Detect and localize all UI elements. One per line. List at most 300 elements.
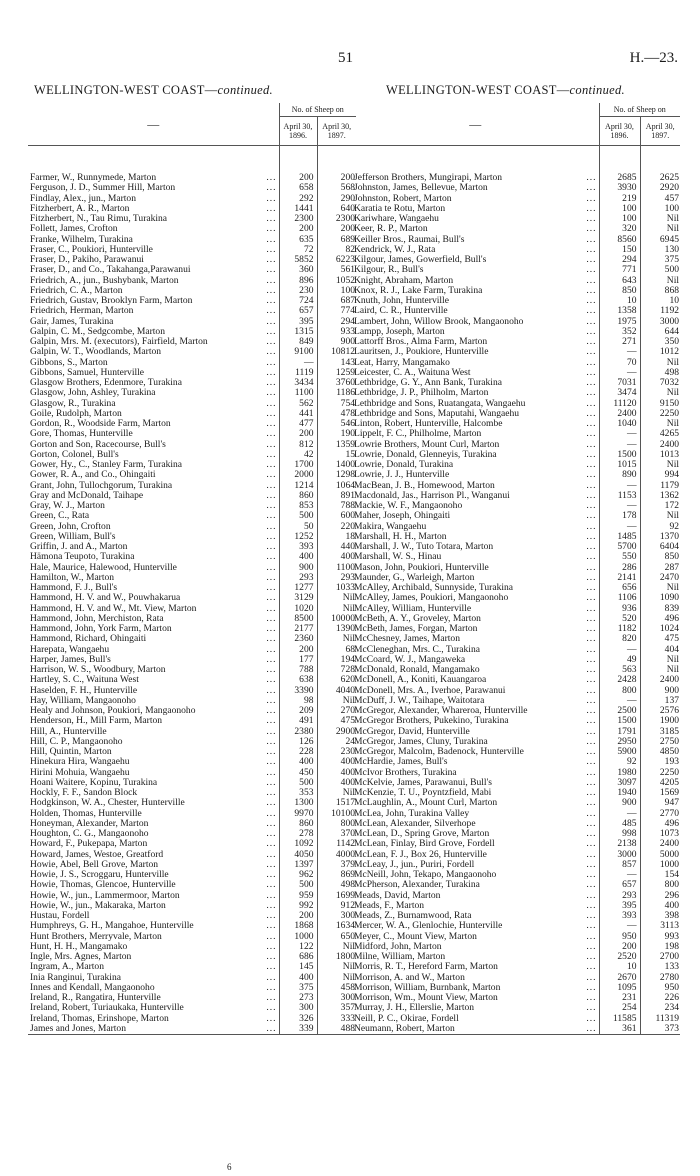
table-row — [28, 655, 356, 665]
owner-cell — [28, 819, 279, 829]
sheep-1897-cell: Nil — [666, 357, 679, 368]
leader-dots: ... — [266, 449, 277, 460]
owner-name: Karatia te Rotu, Marton — [354, 203, 446, 214]
owner-name: Mason, John, Poukiori, Hunterville — [354, 562, 489, 573]
owner-name: Maher, Joseph, Ohingaiti — [354, 511, 451, 522]
sheep-1896-cell: 3129 — [279, 593, 317, 603]
sheep-1897-cell: 1370 — [659, 531, 679, 542]
sheep-1896-cell: — — [599, 440, 640, 450]
leader-dots: ... — [586, 931, 597, 942]
sheep-1897-cell: 24 — [345, 736, 355, 747]
sheep-1896-cell: 485 — [599, 819, 640, 829]
owner-name: Hämona Teupoto, Turakina — [30, 552, 135, 563]
sheep-1897-cell: 193 — [664, 757, 679, 768]
table-row — [28, 809, 356, 819]
owner-name: Milne, William, Marton — [354, 952, 446, 962]
leader-dots: ... — [266, 542, 277, 552]
owner-name: Marshall, H. H., Marton — [354, 531, 447, 542]
table-row — [352, 204, 680, 214]
sheep-1897-cell: 300 — [340, 911, 355, 921]
sheep-1896-cell: 520 — [599, 614, 640, 624]
leader-dots: ... — [266, 572, 277, 583]
sheep-1896-cell: 771 — [599, 265, 640, 275]
owner-cell — [28, 952, 279, 962]
owner-name: Grant, John, Tullochgorum, Turakina — [30, 480, 173, 491]
sheep-1896-cell: 724 — [279, 296, 317, 306]
spacer-cell — [28, 146, 279, 174]
sheep-1897-cell: 7032 — [659, 378, 679, 388]
owner-cell — [28, 716, 279, 726]
sheep-1896-cell: 10 — [599, 962, 640, 972]
owner-cell — [352, 614, 599, 624]
owner-cell — [28, 429, 279, 439]
table-row — [28, 942, 356, 952]
owner-cell — [352, 675, 599, 685]
left-date-header-1896: April 30, 1896. — [279, 117, 317, 146]
owner-cell — [352, 880, 599, 890]
sheep-1897-cell: 1024 — [659, 624, 679, 634]
leader-dots: ... — [586, 275, 597, 286]
owner-name: Hinekura Hira, Wangaehu — [30, 757, 130, 768]
sheep-1896-cell: 72 — [279, 245, 317, 255]
sheep-1897-cell: 220 — [340, 521, 355, 532]
owner-name: McCleneghan, Mrs. C., Turakina — [354, 644, 480, 655]
sheep-1897-cell: Nil — [666, 214, 679, 224]
sheep-1896-cell: 1095 — [599, 983, 640, 993]
sheep-1896-cell: 2500 — [599, 706, 640, 716]
table-row — [352, 839, 680, 849]
sheep-1897-cell: 350 — [664, 337, 679, 347]
table-row — [352, 245, 680, 255]
sheep-1897-cell: 400 — [340, 777, 355, 788]
leader-dots: ... — [586, 316, 597, 327]
sheep-1897-cell: 1699 — [335, 890, 355, 901]
owner-name: McDonell, Mrs. A., Iverhoe, Parawanui — [354, 685, 506, 696]
sheep-1896-cell: 10 — [599, 296, 640, 306]
sheep-1897-cell: Nil — [666, 583, 679, 593]
table-row — [352, 388, 680, 398]
table-row — [28, 194, 356, 204]
owner-cell — [352, 409, 599, 419]
owner-cell — [352, 706, 599, 716]
owner-name: Ireland, R., Rangatira, Hunterville — [30, 993, 161, 1003]
sheep-1897-cell: 2400 — [659, 839, 679, 850]
owner-name: Follett, James, Crofton — [30, 224, 118, 235]
sheep-1896-cell: — — [279, 358, 317, 368]
leader-dots: ... — [586, 890, 597, 901]
sheep-1897-cell: 375 — [664, 255, 679, 265]
owner-cell — [352, 757, 599, 767]
sheep-1897-cell: 488 — [317, 1024, 356, 1035]
left-table-body — [28, 146, 356, 1035]
sheep-1896-cell: 900 — [279, 563, 317, 573]
sheep-1897-cell: 2470 — [659, 572, 679, 583]
owner-name: Morrison, William, Burnbank, Marton — [354, 982, 501, 993]
owner-cell — [352, 962, 599, 972]
owner-cell — [352, 870, 599, 880]
table-row — [352, 542, 680, 552]
sheep-1897-cell: 1142 — [336, 839, 355, 850]
leader-dots: ... — [266, 203, 277, 214]
owner-name: Howard, F., Pukepapa, Marton — [30, 839, 148, 850]
leader-dots: ... — [586, 460, 597, 470]
table-row — [28, 501, 356, 511]
owner-cell — [28, 522, 279, 532]
owner-name: Leat, Harry, Mangamako — [354, 357, 450, 368]
right-section-title — [386, 83, 625, 98]
sheep-1897-cell: 5000 — [659, 849, 679, 860]
sheep-1896-cell: 950 — [599, 932, 640, 942]
owner-name: Ireland, Thomas, Erinshope, Marton — [30, 1013, 169, 1024]
table-row — [28, 891, 356, 901]
sheep-1897-cell: 900 — [340, 337, 355, 347]
sheep-1897-cell: 498 — [664, 367, 679, 378]
sheep-1897-cell: 10812 — [331, 347, 355, 358]
sheep-1897-cell: 357 — [340, 1003, 355, 1014]
table-row — [352, 306, 680, 316]
owner-name: Gorton and Son, Racecourse, Bull's — [30, 439, 166, 450]
owner-name: McAlley, Archibald, Sunnyside, Turakina — [354, 583, 514, 593]
leader-dots: ... — [586, 326, 597, 337]
leader-dots: ... — [266, 624, 277, 634]
leader-dots: ... — [586, 173, 597, 183]
sheep-1896-cell: 638 — [279, 675, 317, 685]
owner-name: Maunder, G., Warleigh, Marton — [354, 572, 475, 583]
leader-dots: ... — [586, 1023, 597, 1034]
owner-name: Lippelt, F. C., Philholme, Marton — [354, 429, 482, 440]
owner-cell — [352, 440, 599, 450]
owner-cell — [352, 173, 599, 183]
table-row — [28, 337, 356, 347]
leader-dots: ... — [586, 900, 597, 911]
table-row — [28, 429, 356, 439]
leader-dots: ... — [266, 480, 277, 491]
owner-cell — [28, 450, 279, 460]
leader-dots: ... — [266, 552, 277, 563]
sheep-1897-cell: 3760 — [335, 378, 355, 388]
owner-cell — [28, 1014, 279, 1024]
sheep-1897-cell: 398 — [664, 911, 679, 921]
owner-cell — [28, 358, 279, 368]
leader-dots: ... — [586, 552, 597, 563]
owner-name: Morris, R. T., Hereford Farm, Marton — [354, 962, 498, 973]
sheep-1897-cell: 226 — [664, 993, 679, 1003]
owner-name: Linton, Robert, Hunterville, Halcombe — [354, 419, 503, 429]
sheep-1897-cell: 230 — [340, 747, 355, 757]
sheep-1897-cell: 496 — [664, 818, 679, 829]
sheep-1897-cell: Nil — [666, 511, 679, 522]
table-row — [352, 214, 680, 224]
owner-cell — [352, 358, 599, 368]
table-row — [28, 860, 356, 870]
leader-dots: ... — [266, 214, 277, 224]
leader-dots: ... — [266, 593, 277, 604]
sheep-1896-cell: 500 — [279, 778, 317, 788]
owner-name: Laird, C. R., Hunterville — [354, 306, 448, 317]
sheep-1896-cell: 1980 — [599, 768, 640, 778]
leader-dots: ... — [586, 583, 597, 593]
owner-name: Neill, P. C., Okirae, Fordell — [354, 1013, 459, 1024]
sheep-1896-cell: 200 — [279, 224, 317, 234]
table-row — [352, 1003, 680, 1013]
owner-cell — [352, 768, 599, 778]
owner-name: McGregor, Malcolm, Badenock, Hunterville — [354, 747, 524, 757]
owner-cell — [352, 983, 599, 993]
table-row — [28, 573, 356, 583]
sheep-1896-cell: 992 — [279, 901, 317, 911]
table-row — [352, 368, 680, 378]
table-row — [352, 952, 680, 962]
leader-dots: ... — [586, 357, 597, 368]
owner-cell — [28, 655, 279, 665]
table-row — [28, 286, 356, 296]
owner-name: Meads, F., Marton — [354, 900, 425, 911]
owner-cell — [28, 235, 279, 245]
table-row — [28, 778, 356, 788]
owner-name: Gray and McDonald, Taihape — [30, 490, 144, 501]
owner-cell — [352, 399, 599, 409]
table-row — [352, 798, 680, 808]
table-row — [352, 460, 680, 470]
table-row — [352, 583, 680, 593]
sheep-1897-cell: 6945 — [659, 234, 679, 245]
sheep-1896-cell: 1106 — [599, 593, 640, 603]
table-row — [28, 829, 356, 839]
leader-dots: ... — [266, 880, 277, 891]
sheep-1896-cell: 353 — [279, 788, 317, 798]
owner-name: Harepata, Wangaehu — [30, 644, 110, 655]
sheep-1897-cell: 1090 — [659, 593, 679, 604]
table-row — [28, 235, 356, 245]
sheep-1897-cell: 994 — [664, 470, 679, 481]
owner-name: Leicester, C. A., Waituna West — [354, 367, 471, 378]
table-row — [352, 696, 680, 706]
leader-dots: ... — [266, 654, 277, 665]
leader-dots: ... — [586, 798, 597, 809]
right-group-header: No. of Sheep on — [599, 103, 680, 117]
leader-dots: ... — [586, 695, 597, 706]
table-row — [28, 306, 356, 316]
sheep-1897-cell: 333 — [340, 1013, 355, 1024]
table-row — [352, 358, 680, 368]
page-number: 51 — [338, 50, 353, 66]
sheep-1896-cell: 1153 — [599, 491, 640, 501]
owner-name: Gower, Hy., C., Stanley Farm, Turakina — [30, 460, 183, 470]
sheep-1896-cell: 2141 — [599, 573, 640, 583]
owner-cell — [28, 183, 279, 193]
leader-dots: ... — [586, 398, 597, 409]
owner-cell — [352, 429, 599, 439]
owner-name: Galpin, W. T., Woodlands, Marton — [30, 347, 162, 358]
sheep-1897-cell: 370 — [340, 829, 355, 839]
table-row — [352, 614, 680, 624]
sheep-1897-cell: 687 — [340, 296, 355, 306]
owner-name: Lambert, John, Willow Brook, Mangaonoho — [354, 316, 524, 327]
leader-dots: ... — [586, 593, 597, 604]
owner-name: Morrison, Wm., Mount View, Marton — [354, 993, 498, 1003]
leader-dots: ... — [266, 962, 277, 973]
owner-name: McDonald, Ronald, Mangamako — [354, 665, 480, 675]
owner-cell — [28, 460, 279, 470]
owner-cell — [28, 604, 279, 614]
leader-dots: ... — [266, 337, 277, 347]
owner-name: Hirini Mohuia, Wangaehu — [30, 767, 130, 778]
sheep-1897-cell: 728 — [340, 665, 355, 675]
owner-name: Hay, William, Mangaonoho — [30, 695, 136, 706]
sheep-1896-cell: — — [599, 481, 640, 491]
owner-cell — [352, 317, 599, 327]
leader-dots: ... — [266, 644, 277, 655]
owner-name: Henderson, H., Mill Farm, Marton — [30, 716, 163, 727]
sheep-1896-cell: 9970 — [279, 809, 317, 819]
owner-name: Griffin, J. and A., Marton — [30, 542, 128, 552]
leader-dots: ... — [586, 829, 597, 839]
owner-cell — [352, 593, 599, 603]
leader-dots: ... — [266, 583, 277, 593]
sheep-1896-cell: 273 — [279, 993, 317, 1003]
sheep-1896-cell: 292 — [279, 194, 317, 204]
owner-name: Ireland, Robert, Turiaukaka, Hunterville — [30, 1003, 184, 1014]
leader-dots: ... — [266, 193, 277, 204]
leader-dots: ... — [586, 439, 597, 450]
footer-mark: 6 — [227, 1162, 232, 1172]
sheep-1897-cell: 891 — [340, 490, 355, 501]
owner-name: McLaughlin, A., Mount Curl, Marton — [354, 798, 498, 809]
owner-cell — [28, 860, 279, 870]
leader-dots: ... — [266, 398, 277, 409]
owner-cell — [28, 993, 279, 1003]
sheep-1896-cell: — — [599, 921, 640, 931]
owner-name: Mercer, W. A., Glenlochie, Hunterville — [354, 921, 503, 932]
table-row — [352, 327, 680, 337]
sheep-1897-cell: 287 — [664, 562, 679, 573]
owner-name: Hammond, John, Merchiston, Rata — [30, 613, 164, 624]
table-row — [352, 501, 680, 511]
sheep-1896-cell: 1000 — [279, 932, 317, 942]
leader-dots: ... — [586, 736, 597, 747]
table-row — [28, 347, 356, 357]
sheep-1896-cell: 294 — [599, 255, 640, 265]
right-name-header: — — [352, 103, 599, 146]
sheep-1896-cell: 635 — [279, 235, 317, 245]
owner-cell — [28, 368, 279, 378]
owner-name: Glasgow, R., Turakina — [30, 398, 116, 409]
sheep-1896-cell: 254 — [599, 1003, 640, 1013]
sheep-1897-cell: 6223 — [335, 255, 355, 265]
sheep-1897-cell: Nil — [666, 224, 679, 235]
leader-dots: ... — [586, 982, 597, 993]
owner-name: Gibbons, S., Marton — [30, 357, 108, 368]
sheep-1896-cell: 100 — [599, 214, 640, 224]
owner-cell — [28, 870, 279, 880]
sheep-1897-cell: 133 — [664, 962, 679, 973]
owner-name: McGregor Brothers, Pukekino, Turakina — [354, 716, 509, 727]
leader-dots: ... — [586, 665, 597, 675]
leader-dots: ... — [586, 613, 597, 624]
table-row — [28, 716, 356, 726]
owner-cell — [352, 481, 599, 491]
sheep-1897-cell: Nil — [342, 962, 355, 973]
sheep-1896-cell: 450 — [279, 768, 317, 778]
sheep-1896-cell: 42 — [279, 450, 317, 460]
table-row — [28, 358, 356, 368]
sheep-1896-cell: — — [599, 870, 640, 880]
owner-cell — [352, 491, 599, 501]
owner-cell — [352, 911, 599, 921]
owner-name: McLeay, J., jun., Puriri, Fordell — [354, 859, 475, 870]
sheep-1896-cell: 562 — [279, 399, 317, 409]
leader-dots: ... — [266, 952, 277, 962]
owner-name: Friedrich, A., jun., Bushybank, Marton — [30, 275, 179, 286]
sheep-1896-cell: 228 — [279, 747, 317, 757]
leader-dots: ... — [586, 880, 597, 891]
owner-name: McBeth, A. Y., Groveley, Marton — [354, 613, 481, 624]
leader-dots: ... — [586, 542, 597, 552]
sheep-1897-cell: 457 — [664, 193, 679, 204]
table-row — [28, 819, 356, 829]
leader-dots: ... — [586, 531, 597, 542]
table-row — [352, 522, 680, 532]
sheep-1897-cell: 10 — [669, 296, 679, 306]
owner-name: Gair, James, Turakina — [30, 316, 114, 327]
leader-dots: ... — [266, 808, 277, 819]
owner-cell — [352, 388, 599, 398]
owner-name: Humphreys, G. H., Mangahoe, Hunterville — [30, 921, 194, 932]
owner-name: Hammond, F. J., Bull's — [30, 583, 118, 593]
leader-dots: ... — [266, 490, 277, 501]
leader-dots: ... — [586, 685, 597, 696]
leader-dots: ... — [266, 275, 277, 286]
owner-name: Glasgow Brothers, Edenmore, Turakina — [30, 378, 182, 388]
sheep-1896-cell: 320 — [599, 224, 640, 234]
sheep-1896-cell: 177 — [279, 655, 317, 665]
leader-dots: ... — [266, 1023, 277, 1034]
table-row — [28, 511, 356, 521]
owner-name: Howie, Abel, Bell Grove, Marton — [30, 859, 159, 870]
owner-name: Lauritsen, J., Poukiore, Hunterville — [354, 347, 489, 358]
sheep-1896-cell: 1358 — [599, 306, 640, 316]
leader-dots: ... — [586, 480, 597, 491]
sheep-1897-cell: 1800 — [335, 952, 355, 962]
owner-cell — [352, 829, 599, 839]
sheep-1896-cell: 393 — [599, 911, 640, 921]
owner-cell — [352, 993, 599, 1003]
leader-dots: ... — [586, 747, 597, 757]
owner-cell — [28, 399, 279, 409]
owner-name: Neumann, Robert, Marton — [354, 1023, 455, 1034]
owner-name: Kilgour, R., Bull's — [354, 265, 424, 276]
leader-dots: ... — [586, 490, 597, 501]
table-row — [352, 778, 680, 788]
table-row — [352, 819, 680, 829]
leader-dots: ... — [266, 849, 277, 860]
sheep-1896-cell: 200 — [279, 645, 317, 655]
right-table-body — [352, 146, 680, 1035]
leader-dots: ... — [266, 408, 277, 419]
owner-cell — [352, 973, 599, 983]
sheep-1896-cell: 293 — [599, 891, 640, 901]
left-sheep-table — [28, 103, 356, 1035]
owner-cell — [352, 952, 599, 962]
owner-name: McLean, F. J., Box 26, Hunterville — [354, 849, 487, 860]
owner-cell — [28, 634, 279, 644]
owner-name: McDonell, A., Koniti, Kauangaroa — [354, 675, 487, 686]
owner-cell — [28, 737, 279, 747]
owner-cell — [28, 501, 279, 511]
sheep-1897-cell: Nil — [342, 634, 355, 645]
sheep-1897-cell: 2250 — [659, 767, 679, 778]
table-row — [352, 706, 680, 716]
